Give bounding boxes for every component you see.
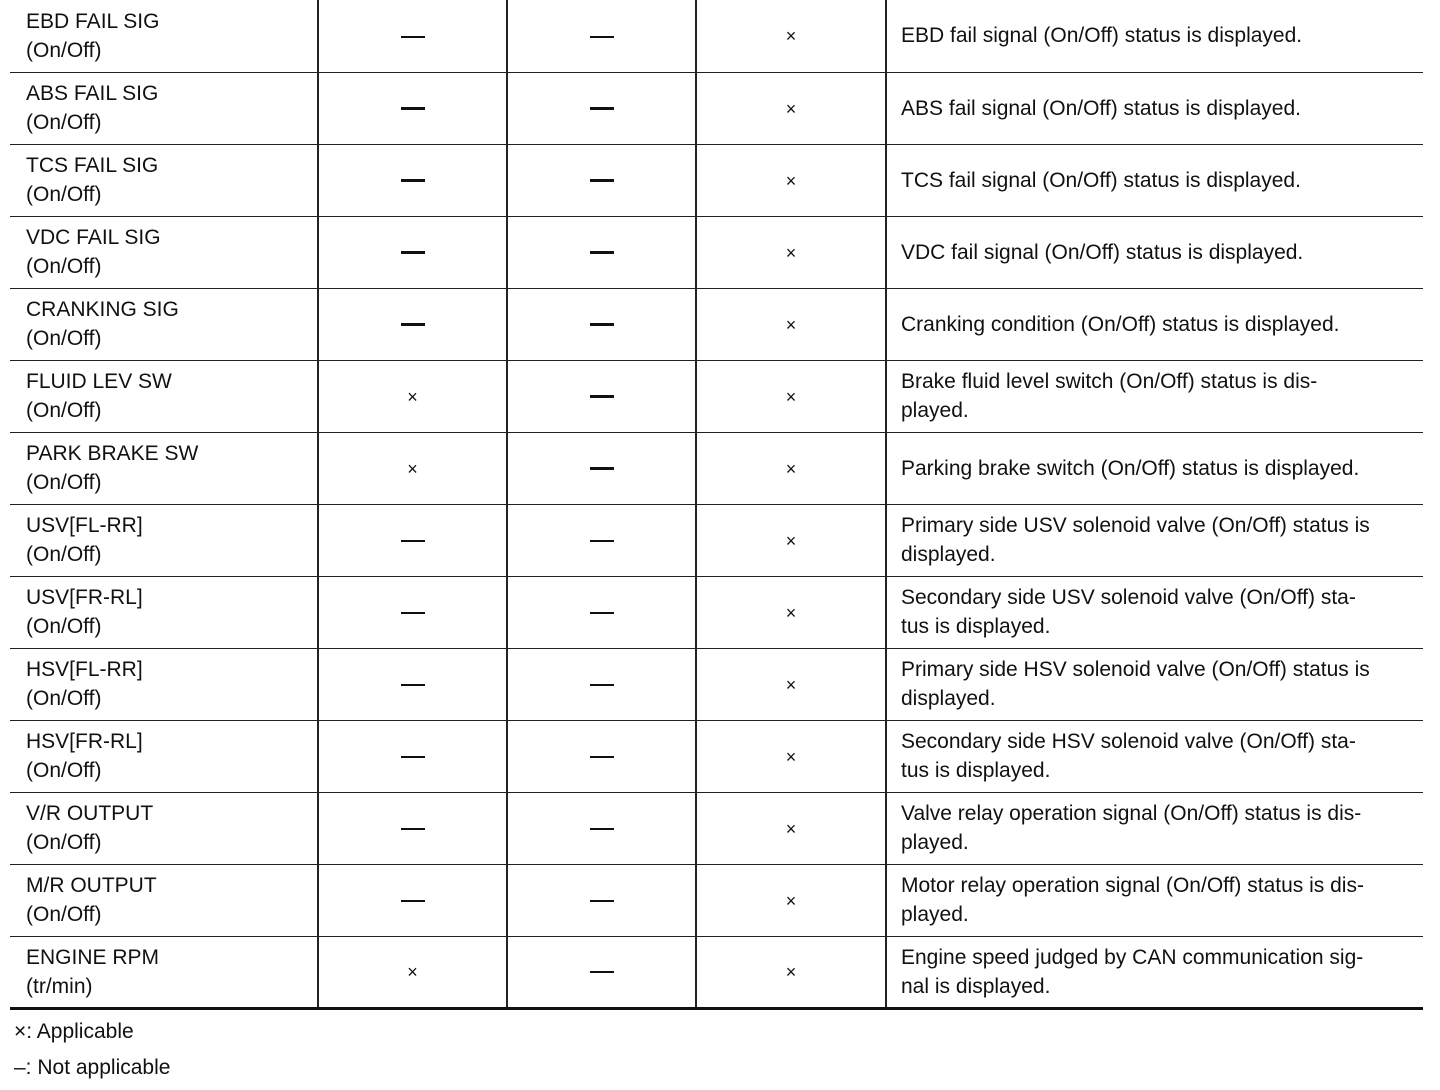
description-line: Cranking condition (On/Off) status is displayed. [901, 312, 1340, 336]
item-name-cell [10, 576, 318, 648]
applicable-mark: × [785, 962, 797, 982]
mode-cell-1 [318, 504, 507, 576]
table-row [10, 432, 1423, 504]
applicable-mark: × [407, 386, 418, 407]
mode-cell-2 [507, 648, 696, 720]
mode-cell-2 [507, 864, 696, 936]
description-line: nal is displayed. [901, 974, 1051, 998]
description-line: Parking brake switch (On/Off) status is displayed. [901, 456, 1360, 480]
table-row [10, 504, 1423, 576]
description-line: Primary side HSV solenoid valve (On/Off) status is [901, 658, 1370, 681]
description-line: EBD fail signal (On/Off) status is displayed. [901, 24, 1303, 48]
item-unit: (On/Off) [26, 615, 102, 638]
item-name: USV[FL-RR] [26, 514, 143, 537]
item-name-cell [10, 432, 318, 504]
mode-cell-3 [696, 792, 886, 864]
not-applicable-mark [401, 756, 425, 758]
description-line: TCS fail signal (On/Off) status is displayed. [901, 168, 1301, 192]
table-row [10, 288, 1423, 360]
item-name: HSV[FL-RR] [26, 658, 143, 681]
not-applicable-mark [590, 828, 614, 830]
applicable-mark: × [407, 962, 418, 982]
description-line: Engine speed judged by CAN communication sig- [901, 945, 1364, 969]
mode-cell-3 [696, 288, 886, 360]
not-applicable-mark [401, 107, 425, 110]
mode-cell-2 [507, 936, 696, 1008]
not-applicable-mark [401, 684, 425, 686]
not-applicable-mark [590, 107, 614, 110]
description-line: Brake fluid level switch (On/Off) status is dis- [901, 370, 1318, 393]
table-row [10, 72, 1423, 144]
item-name: TCS FAIL SIG [26, 154, 159, 177]
item-name: ABS FAIL SIG [26, 82, 159, 105]
description-cell [886, 936, 1423, 1008]
item-name-cell [10, 504, 318, 576]
applicable-mark: × [785, 242, 797, 263]
mode-cell-1 [318, 936, 507, 1008]
mode-cell-2 [507, 360, 696, 432]
data-monitor-table-container [10, 0, 1423, 1010]
applicable-mark: × [785, 530, 797, 551]
mode-cell-2 [507, 0, 696, 72]
item-name: PARK BRAKE SW [26, 442, 199, 465]
item-unit: (On/Off) [26, 255, 102, 278]
mode-cell-1 [318, 0, 507, 72]
table-body [10, 0, 1423, 1008]
item-name-cell [10, 144, 318, 216]
description-cell [886, 504, 1423, 576]
item-name: EBD FAIL SIG [26, 9, 160, 33]
applicable-mark: × [785, 818, 797, 839]
item-unit: (On/Off) [26, 831, 102, 854]
item-unit: (On/Off) [26, 183, 102, 206]
table-row [10, 720, 1423, 792]
mode-cell-1 [318, 432, 507, 504]
applicable-mark: × [785, 98, 797, 119]
item-name: VDC FAIL SIG [26, 226, 161, 249]
applicable-mark: × [407, 458, 418, 479]
item-unit: (On/Off) [26, 111, 102, 134]
mode-cell-2 [507, 144, 696, 216]
applicable-mark: × [785, 386, 797, 407]
mode-cell-1 [318, 792, 507, 864]
item-name-cell [10, 0, 318, 72]
mode-cell-2 [507, 216, 696, 288]
item-unit: (On/Off) [26, 38, 102, 62]
applicable-mark: × [785, 674, 797, 695]
not-applicable-mark [401, 828, 425, 830]
not-applicable-mark [401, 179, 425, 182]
table-row [10, 216, 1423, 288]
description-line: played. [901, 831, 969, 854]
mode-cell-3 [696, 648, 886, 720]
mode-cell-3 [696, 72, 886, 144]
applicable-mark: × [785, 746, 797, 767]
legend-applicable: ×: Applicable [14, 1020, 134, 1043]
description-cell [886, 216, 1423, 288]
table-row [10, 864, 1423, 936]
not-applicable-mark [590, 540, 614, 542]
table-row [10, 792, 1423, 864]
mode-cell-1 [318, 288, 507, 360]
legend-not-applicable: –: Not applicable [14, 1056, 171, 1079]
applicable-mark: × [785, 602, 797, 623]
description-line: displayed. [901, 687, 996, 710]
item-unit: (On/Off) [26, 543, 102, 566]
not-applicable-mark [401, 36, 425, 38]
data-monitor-table [10, 0, 1423, 1010]
description-cell [886, 144, 1423, 216]
item-name-cell [10, 648, 318, 720]
not-applicable-mark [590, 612, 614, 614]
mode-cell-2 [507, 432, 696, 504]
description-line: displayed. [901, 543, 996, 566]
mode-cell-2 [507, 288, 696, 360]
description-line: Primary side USV solenoid valve (On/Off) status is [901, 514, 1370, 537]
description-cell [886, 576, 1423, 648]
item-name-cell [10, 792, 318, 864]
description-cell [886, 792, 1423, 864]
description-line: VDC fail signal (On/Off) status is displayed. [901, 240, 1304, 264]
description-line: tus is displayed. [901, 615, 1051, 638]
mode-cell-1 [318, 216, 507, 288]
not-applicable-mark [590, 756, 614, 758]
item-name: V/R OUTPUT [26, 802, 154, 825]
mode-cell-3 [696, 504, 886, 576]
not-applicable-mark [590, 467, 614, 470]
item-name: ENGINE RPM [26, 945, 160, 969]
applicable-mark: × [785, 890, 797, 911]
not-applicable-mark [590, 684, 614, 686]
item-name: CRANKING SIG [26, 298, 179, 321]
mode-cell-3 [696, 936, 886, 1008]
table-row [10, 576, 1423, 648]
description-line: Secondary side HSV solenoid valve (On/Off) sta- [901, 730, 1356, 753]
mode-cell-1 [318, 144, 507, 216]
not-applicable-mark [590, 36, 614, 38]
item-unit: (On/Off) [26, 903, 102, 926]
description-line: Secondary side USV solenoid valve (On/Off) sta- [901, 586, 1356, 609]
mode-cell-2 [507, 720, 696, 792]
item-name-cell [10, 72, 318, 144]
item-name: M/R OUTPUT [26, 874, 157, 897]
applicable-mark: × [785, 314, 797, 335]
mode-cell-1 [318, 72, 507, 144]
item-name-cell [10, 216, 318, 288]
description-cell [886, 360, 1423, 432]
item-name-cell [10, 360, 318, 432]
description-line: tus is displayed. [901, 759, 1051, 782]
not-applicable-mark [401, 540, 425, 542]
item-name: HSV[FR-RL] [26, 730, 143, 753]
item-unit: (tr/min) [26, 974, 93, 998]
mode-cell-3 [696, 576, 886, 648]
table-row [10, 360, 1423, 432]
not-applicable-mark [401, 612, 425, 614]
applicable-mark: × [785, 458, 797, 479]
not-applicable-mark [590, 900, 614, 902]
applicable-mark: × [785, 170, 797, 191]
description-cell [886, 0, 1423, 72]
item-unit: (On/Off) [26, 327, 102, 350]
not-applicable-mark [590, 251, 614, 254]
item-unit: (On/Off) [26, 399, 102, 422]
item-name-cell [10, 864, 318, 936]
mode-cell-3 [696, 864, 886, 936]
mode-cell-2 [507, 504, 696, 576]
table-row [10, 144, 1423, 216]
not-applicable-mark [401, 323, 425, 326]
not-applicable-mark [590, 395, 614, 398]
description-cell [886, 648, 1423, 720]
item-name: USV[FR-RL] [26, 586, 143, 609]
mode-cell-1 [318, 648, 507, 720]
applicable-mark: × [785, 26, 797, 47]
mode-cell-3 [696, 720, 886, 792]
table-row [10, 0, 1423, 72]
item-unit: (On/Off) [26, 687, 102, 710]
mode-cell-2 [507, 792, 696, 864]
mode-cell-3 [696, 144, 886, 216]
mode-cell-1 [318, 360, 507, 432]
item-name-cell [10, 720, 318, 792]
mode-cell-3 [696, 360, 886, 432]
description-cell [886, 864, 1423, 936]
not-applicable-mark [590, 971, 614, 973]
mode-cell-1 [318, 576, 507, 648]
not-applicable-mark [401, 251, 425, 254]
table-row [10, 936, 1423, 1008]
description-line: ABS fail signal (On/Off) status is displayed. [901, 96, 1301, 120]
description-line: Motor relay operation signal (On/Off) status is dis- [901, 874, 1364, 897]
description-cell [886, 72, 1423, 144]
not-applicable-mark [590, 323, 614, 326]
description-cell [886, 288, 1423, 360]
description-line: Valve relay operation signal (On/Off) status is dis- [901, 802, 1362, 825]
not-applicable-mark [401, 900, 425, 902]
item-unit: (On/Off) [26, 471, 102, 494]
mode-cell-1 [318, 864, 507, 936]
mode-cell-1 [318, 720, 507, 792]
description-cell [886, 720, 1423, 792]
item-unit: (On/Off) [26, 759, 102, 782]
description-line: played. [901, 903, 969, 926]
mode-cell-3 [696, 432, 886, 504]
item-name-cell [10, 936, 318, 1008]
mode-cell-2 [507, 576, 696, 648]
description-cell [886, 432, 1423, 504]
description-line: played. [901, 399, 969, 422]
not-applicable-mark [590, 179, 614, 182]
mode-cell-2 [507, 72, 696, 144]
mode-cell-3 [696, 0, 886, 72]
mode-cell-3 [696, 216, 886, 288]
item-name-cell [10, 288, 318, 360]
table-row [10, 648, 1423, 720]
item-name: FLUID LEV SW [26, 370, 172, 393]
